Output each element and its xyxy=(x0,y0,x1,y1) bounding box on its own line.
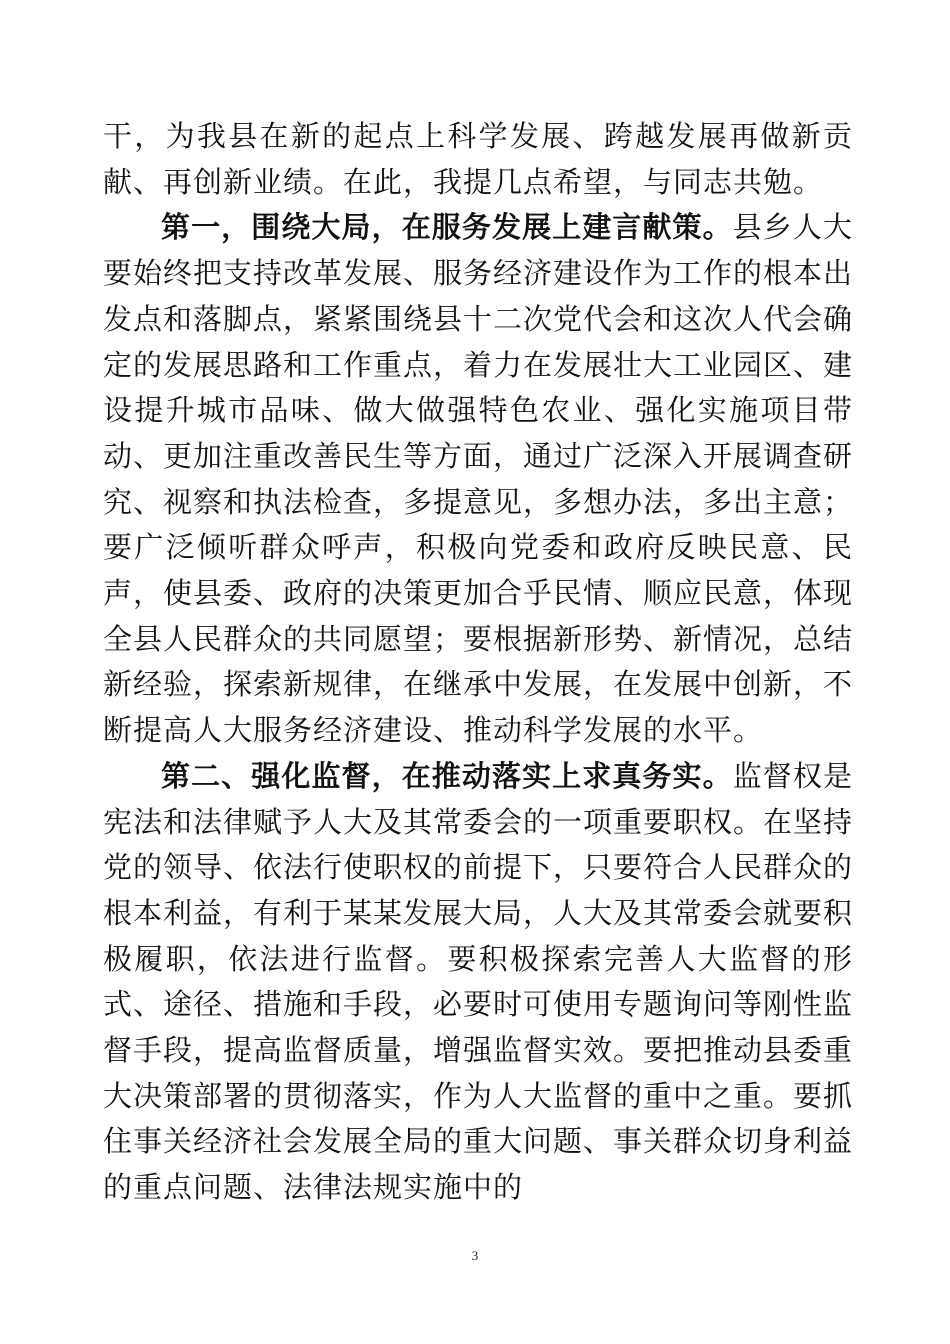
paragraph-text: 监督权是宪法和法律赋予人大及其常委会的一项重要职权。在坚持党的领导、依法行使职权的前提下，只要符合人民群众的根本利益，有利于某某发展大局，人大及其常委会就要积极履职，依法进行监督。要积极探索完善人大监督的形式、途径、措施和手段，必要时可使用专题询问等刚性监督手段，提高监督质量，增强监督实效。要把推动县委重大决策部署的贯彻落实，作为人大监督的重中之重。要抓住事关经济社会发展全局的重大问题、事关群众切身利益的重点问题、法律法规实施中的 xyxy=(103,758,854,1205)
paragraph-continuation xyxy=(103,114,853,205)
paragraph-first-point xyxy=(103,205,853,753)
paragraph-heading: 第二、强化监督，在推动落实上求真务实。 xyxy=(161,758,733,793)
paragraph-heading: 第一，围绕大局，在服务发展上建言献策。 xyxy=(161,210,733,245)
document-body xyxy=(103,114,853,1211)
paragraph-second-point xyxy=(103,754,853,1211)
paragraph-text: 县乡人大要始终把支持改革发展、服务经济建设作为工作的根本出发点和落脚点，紧紧围绕县十二次党代会和这次人代会确定的发展思路和工作重点，着力在发展壮大工业园区、建设提升城市品味、做大做强特色农业、强化实施项目带动、更加注重改善民生等方面，通过广泛深入开展调查研究、视察和执法检查，多提意见，多想办法，多出主意；要广泛倾听群众呼声，积极向党委和政府反映民意、民声，使县委、政府的决策更加合乎民情、顺应民意，体现全县人民群众的共同愿望；要根据新形势、新情况，总结新经验，探索新规律，在继承中发展，在发展中创新，不断提高人大服务经济建设、推动科学发展的水平。 xyxy=(103,210,854,748)
paragraph-text: 干，为我县在新的起点上科学发展、跨越发展再做新贡献、再创新业绩。在此，我提几点希望，与同志共勉。 xyxy=(103,119,853,199)
page-number: 3 xyxy=(471,1248,479,1263)
